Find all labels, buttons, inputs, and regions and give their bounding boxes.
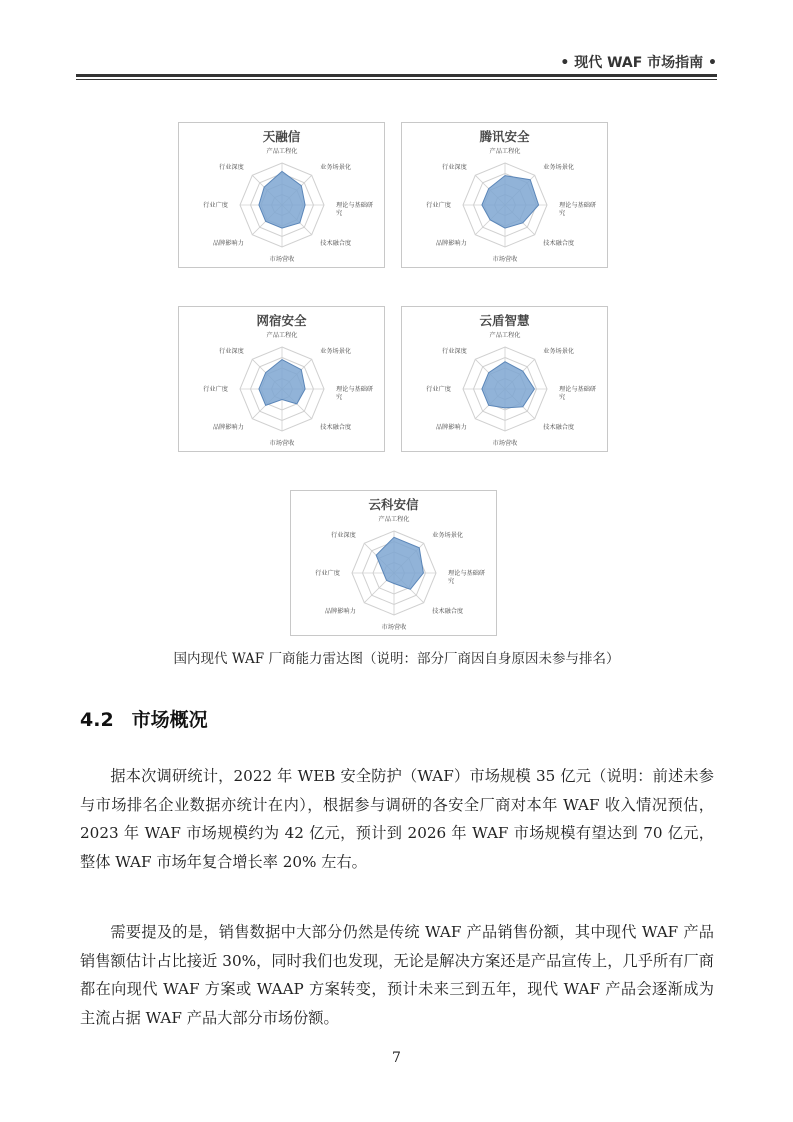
radar-chart-card: [178, 122, 385, 268]
radar-axis-label: 行业深度: [442, 347, 467, 355]
radar-axis-label: 业务场景化: [432, 531, 464, 539]
radar-series-area: [482, 362, 535, 408]
header-rule-thin: [76, 79, 717, 80]
radar-axis-label: 理论与基础研究: [559, 386, 597, 401]
radar-axis-label: 业务场景化: [320, 347, 352, 355]
radar-axis-label: 理论与基础研究: [559, 202, 597, 217]
figure-caption: 国内现代 WAF 厂商能力雷达图（说明：部分厂商因自身原因未参与排名）: [173, 651, 620, 667]
radar-chart-card: [290, 490, 497, 636]
radar-axis-label: 产品工程化: [489, 332, 521, 339]
radar-axis-label: 产品工程化: [378, 516, 410, 523]
radar-axis-label: 市场营收: [492, 440, 518, 447]
radar-axis-label: 市场营收: [381, 624, 407, 631]
radar-axis-label: 行业深度: [442, 163, 467, 171]
running-header-title: • 现代 WAF 市场指南 •: [560, 55, 717, 71]
radar-chart-title: 云盾智慧: [479, 313, 530, 328]
radar-axis-label: 行业深度: [331, 531, 356, 539]
radar-axis-label: 行业深度: [219, 163, 244, 171]
body-paragraph: 据本次调研统计，2022 年 WEB 安全防护（WAF）市场规模 35 亿元（说明：前述未参与市场排名企业数据亦统计在内），根据参与调研的各安全厂商对本年 WAF 收入情况预估，2023 年 WAF 市场规模约为 42 亿元，预计到 2026 年 WAF 市场规模有望达到 70 亿元，整体 WAF 市场年复合增长率 20% 左右。: [80, 767, 714, 871]
radar-axis-label: 行业广度: [203, 386, 228, 393]
radar-axis-label: 技术融合度: [543, 424, 575, 432]
radar-axis-label: 品牌影响力: [212, 240, 244, 248]
radar-chart-card: [401, 122, 608, 268]
page-number: 7: [392, 1050, 401, 1066]
radar-axis-label: 业务场景化: [543, 163, 575, 171]
radar-chart-title: 云科安信: [368, 497, 419, 512]
radar-axis-label: 市场营收: [269, 440, 295, 447]
radar-axis-label: 品牌影响力: [324, 608, 356, 616]
radar-axis-label: 市场营收: [492, 256, 518, 263]
radar-chart-card: [401, 306, 608, 452]
radar-chart-title: 天融信: [262, 129, 301, 144]
radar-axis-label: 产品工程化: [266, 332, 298, 339]
radar-axis-label: 行业广度: [203, 202, 228, 209]
radar-axis-label: 技术融合度: [432, 608, 464, 616]
radar-axis-label: 理论与基础研究: [336, 386, 374, 401]
header-rule: [76, 74, 717, 77]
radar-series-area: [376, 537, 423, 589]
radar-chart-card: [178, 306, 385, 452]
radar-axis-label: 品牌影响力: [435, 424, 467, 432]
radar-axis-label: 产品工程化: [266, 148, 298, 155]
radar-axis-label: 行业广度: [315, 570, 340, 577]
radar-axis-label: 行业深度: [219, 347, 244, 355]
radar-axis-label: 产品工程化: [489, 148, 521, 155]
radar-axis-label: 技术融合度: [320, 240, 352, 248]
radar-axis-label: 技术融合度: [543, 240, 575, 248]
radar-axis-label: 行业广度: [426, 202, 451, 209]
radar-axis-label: 品牌影响力: [212, 424, 244, 432]
radar-axis-label: 理论与基础研究: [336, 202, 374, 217]
section-heading: [80, 705, 208, 732]
radar-chart-title: 网宿安全: [256, 313, 307, 328]
section-number: 4.2: [80, 709, 114, 731]
radar-axis-label: 理论与基础研究: [448, 570, 486, 585]
radar-series-area: [259, 360, 305, 406]
radar-axis-label: 业务场景化: [543, 347, 575, 355]
radar-axis-label: 市场营收: [269, 256, 295, 263]
radar-axis-label: 业务场景化: [320, 163, 352, 171]
radar-axis-label: 品牌影响力: [435, 240, 467, 248]
radar-axis-label: 技术融合度: [320, 424, 352, 432]
radar-chart-title: 腾讯安全: [479, 129, 530, 144]
body-paragraph: 需要提及的是，销售数据中大部分仍然是传统 WAF 产品销售份额，其中现代 WAF 产品销售额估计占比接近 30%，同时我们也发现，无论是解决方案还是产品宣传上，几乎所有厂商都在向现代 WAF 方案或 WAAP 方案转变，预计未来三到五年，现代 WAF 产品会逐渐成为主流占据 WAF 产品大部分市场份额。: [80, 923, 714, 1027]
section-title: 市场概况: [131, 709, 208, 731]
radar-axis-label: 行业广度: [426, 386, 451, 393]
